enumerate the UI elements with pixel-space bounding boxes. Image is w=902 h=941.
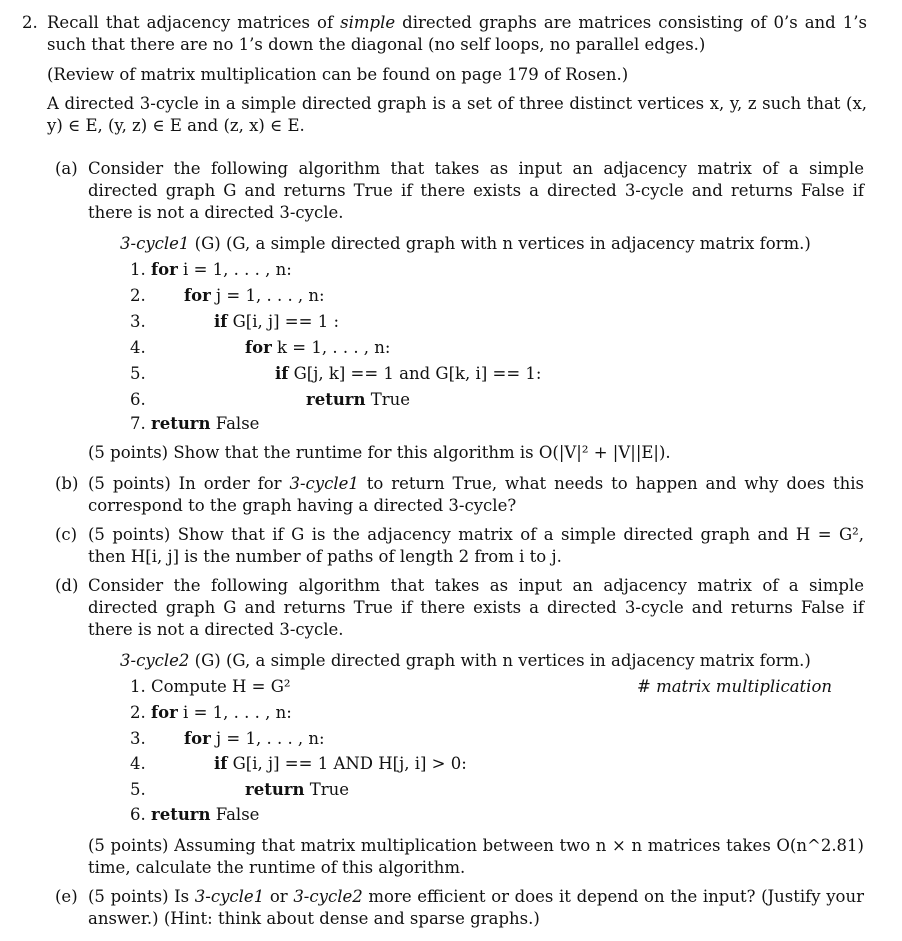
part-a-text: Consider the following algorithm that takes as input an adjacency matrix of a simple directed graph G and returns True if there exists a directed 3-cycle and returns False if there is not a directed 3-cycle. (88, 159, 864, 222)
alg2-line-6: 6. return False (130, 805, 260, 824)
algorithm-2-signature: 3-cycle2 (G) (G, a simple directed graph with n vertices in adjacency matrix form.) (120, 651, 811, 670)
part-b-text: (5 points) In order for 3-cycle1 to return True, what needs to happen and why does this correspond to the graph having a directed 3-cycle? (88, 474, 864, 515)
part-a-points: (5 points) Show that the runtime for this algorithm is O(|V|² + |V||E|). (88, 443, 671, 462)
review-note: (Review of matrix multiplication can be found on page 179 of Rosen.) (47, 65, 629, 84)
alg2-line-5-num: 5. (130, 780, 146, 799)
part-e-text: (5 points) Is 3-cycle1 or 3-cycle2 more efficient or does it depend on the input? (Justify your answer.) (Hint: think about dense and sparse graphs.) (88, 887, 865, 928)
algorithm-1-title: 3-cycle1 (120, 234, 190, 253)
problem-intro: Recall that adjacency matrices of simple directed graphs are matrices consisting of 0’s and 1’s such that there are no 1’s down the diagonal (no self loops, no parallel edges.) (47, 13, 868, 54)
alg2-line-4-num: 4. (130, 754, 146, 773)
alg2-line-5: return True (245, 780, 350, 799)
alg1-line-6-num: 6. (130, 390, 146, 409)
problem-number: 2. (22, 13, 38, 32)
alg1-line-2: for j = 1, . . . , n: (184, 286, 325, 305)
part-b-label: (b) (55, 474, 79, 493)
alg1-line-5: if G[j, k] == 1 and G[k, i] == 1: (275, 364, 542, 383)
part-d-text: Consider the following algorithm that takes as input an adjacency matrix of a simple directed graph G and returns True if there exists a directed 3-cycle and returns False if there is not a directed 3-cycle. (88, 576, 864, 639)
alg1-line-2-num: 2. (130, 286, 146, 305)
algorithm-2-title: 3-cycle2 (120, 651, 190, 670)
alg1-line-1: 1. for i = 1, . . . , n: (130, 260, 292, 279)
alg2-line-3: for j = 1, . . . , n: (184, 729, 325, 748)
alg1-line-6: return True (306, 390, 411, 409)
alg1-line-5-num: 5. (130, 364, 146, 383)
cycle-definition: A directed 3-cycle in a simple directed graph is a set of three distinct vertices x, y, z such that (x, y) ∈ E, (y, z) ∈ E and (z, x) ∈ E. (47, 94, 867, 135)
alg1-line-7: 7. return False (130, 414, 260, 433)
alg1-line-3-num: 3. (130, 312, 146, 331)
part-d-points: (5 points) Assuming that matrix multiplication between two n × n matrices takes O(n^2.81) time, calculate the runtime of this algorithm. (88, 836, 864, 877)
part-d-label: (d) (55, 576, 79, 595)
alg2-line-2: 2. for i = 1, . . . , n: (130, 703, 292, 722)
algorithm-1-signature: 3-cycle1 (G) (G, a simple directed graph with n vertices in adjacency matrix form.) (120, 234, 811, 253)
alg2-comment: # matrix multiplication (637, 677, 833, 696)
alg1-line-3: if G[i, j] == 1 : (214, 312, 339, 331)
alg2-line-4: if G[i, j] == 1 AND H[j, i] > 0: (214, 754, 467, 773)
alg1-line-4-num: 4. (130, 338, 146, 357)
part-e-label: (e) (55, 887, 78, 906)
part-c-label: (c) (55, 525, 78, 544)
alg2-line-1: 1. Compute H = G² (130, 677, 291, 696)
part-a-label: (a) (55, 159, 78, 178)
alg2-line-3-num: 3. (130, 729, 146, 748)
part-c-text: (5 points) Show that if G is the adjacency matrix of a simple directed graph and H = G², then H[i, j] is the number of paths of length 2 from i to j. (88, 525, 864, 566)
alg1-line-4: for k = 1, . . . , n: (245, 338, 391, 357)
